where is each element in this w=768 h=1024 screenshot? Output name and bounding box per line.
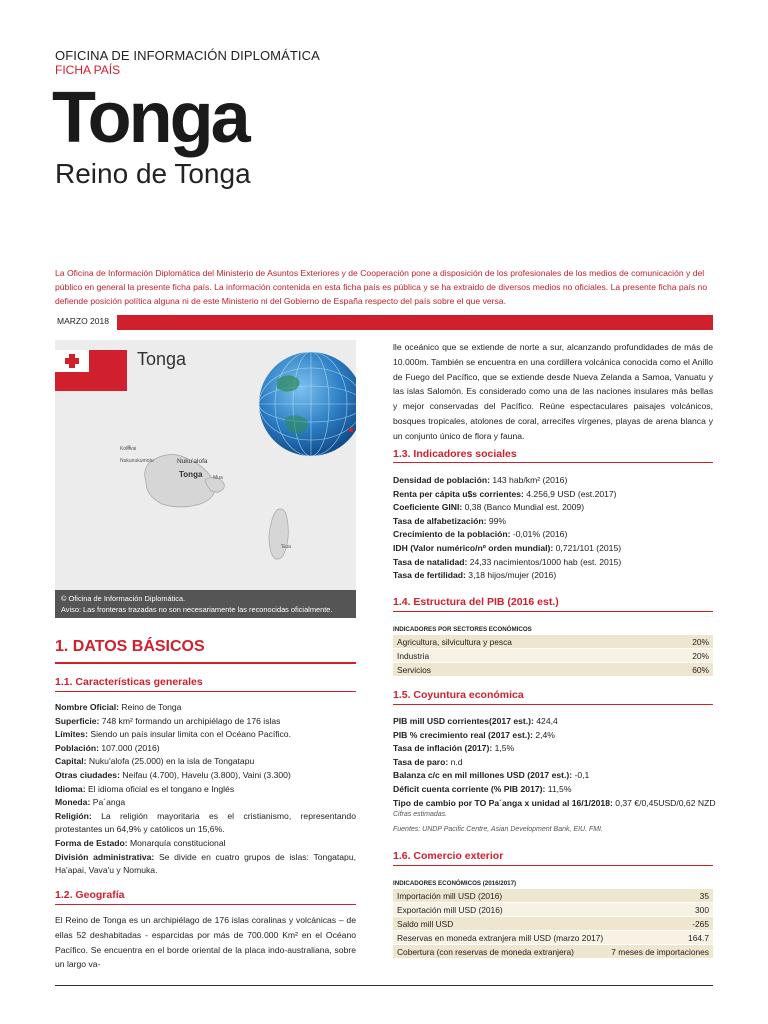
table-title-indicadores: INDICADORES ECONÓMICOS (2016/2017) (393, 880, 517, 887)
list-item: Población: 107.000 (2016) (55, 742, 160, 753)
list-item: Tasa de alfabetización: 99% (393, 515, 507, 526)
map-caption (55, 590, 356, 618)
map-caption-notice: Aviso: Las fronteras trazadas no son necesariamente las reconocidas oficialmente. (61, 605, 333, 614)
economic-situation-list (393, 715, 716, 810)
geography-text: El Reino de Tonga es un archipiélago de 176 islas coralinas y volcánicas – de ellas 52 deshabitadas - esparcidas por más de 700.000 Km² en el Océano Pacífico. Se encuentra en el borde oriental de la placa indo-australiana, sobre un largo va- (55, 915, 356, 970)
note-estimated: Cifras estimadas. (393, 811, 448, 818)
list-item: Límites: Siendo un país insular limita con el Océano Pacífico. (55, 729, 291, 740)
table-row: Servicios 60% (393, 663, 713, 677)
table-row: Industria 20% (393, 649, 713, 663)
section-rule (55, 662, 356, 664)
publication-date: MARZO 2018 (57, 316, 109, 326)
subsection-rule (393, 462, 713, 463)
subsection-coyuntura: 1.5. Coyuntura económica (393, 689, 524, 701)
date-bar (55, 315, 713, 330)
document-type: FICHA PAÍS (55, 63, 121, 77)
country-title: Tonga (52, 78, 248, 158)
list-item: Idioma: El idioma oficial es el tongano e Inglés (55, 783, 235, 794)
map-label-nukunuku: Nukunukumotu (120, 458, 154, 464)
trade-indicators-table (393, 889, 713, 959)
map-label-kolovai: Kolovai (120, 446, 137, 452)
list-item: Otras ciudades: Neifau (4.700), Havelu (3.800), Vaini (3.300) (55, 769, 291, 780)
subsection-rule (393, 865, 713, 866)
list-item: Tasa de natalidad: 24,33 nacimientos/1000 hab (est. 2015) (393, 556, 622, 567)
list-item: Religión: La religión mayoritaria es el cristianismo, representando protestantes un 64,9% y católicos un 15,6%. (55, 810, 356, 835)
list-item: Tasa de paro: n.d (393, 756, 463, 767)
subsection-geografia: 1.2. Geografía (55, 889, 125, 901)
table-title-sectores: INDICADORES POR SECTORES ECONÓMICOS (393, 626, 532, 633)
map-title: Tonga (137, 349, 187, 369)
list-item: Superficie: 748 km² formando un archipiélago de 176 islas (55, 715, 281, 726)
table-row: Exportación mill USD (2016) 300 (393, 903, 713, 917)
list-item: Capital: Nuku'alofa (25.000) en la isla de Tongatapu (55, 756, 255, 767)
list-item: Tasa de fertilidad: 3,18 hijos/mujer (2016) (393, 570, 557, 581)
subsection-comercio: 1.6. Comercio exterior (393, 850, 504, 862)
footer-rule (55, 985, 713, 986)
list-item: Tasa de inflación (2017): 1,5% (393, 743, 515, 754)
list-item: Moneda: Pa´anga (55, 797, 126, 808)
list-item: Déficit cuenta corriente (% PIB 2017): 11,5% (393, 783, 572, 794)
list-item: Tipo de cambio por TO Pa´anga x unidad al 16/1/2018: 0,37 €/0,45USD/0,62 NZD (393, 797, 716, 808)
map-label-capital: Nuku'alofa (177, 458, 208, 465)
list-item: PIB % crecimiento real (2017 est.): 2,4% (393, 729, 555, 740)
note-sources: Fuentes: UNDP Pacific Centre, Asian Development Bank, EIU. FMI. (393, 826, 603, 833)
list-item: IDH (Valor numérico/nº orden mundial): 0,721/101 (2015) (393, 542, 622, 553)
subsection-estructura-pib: 1.4. Estructura del PIB (2016 est.) (393, 596, 559, 608)
subsection-caracteristicas: 1.1. Características generales (55, 676, 203, 688)
map-label-tonga: Tonga (179, 470, 203, 479)
subsection-rule (55, 904, 356, 905)
social-indicators-list (393, 474, 713, 583)
table-row: Reservas en moneda extranjera mill USD (marzo 2017) 164.7 (393, 931, 713, 945)
table-row: Importación mill USD (2016) 35 (393, 889, 713, 903)
section-title-datos-basicos: 1. DATOS BÁSICOS (55, 638, 205, 655)
map-label-eua: 'Eua (281, 544, 291, 550)
list-item: PIB mill USD corrientes(2017 est.): 424,4 (393, 716, 558, 726)
list-item: Coeficiente GINI: 0,38 (Banco Mundial est. 2009) (393, 502, 585, 513)
list-item: Nombre Oficial: Reino de Tonga (55, 702, 182, 712)
table-row: Agricultura, silvicultura y pesca 20% (393, 635, 713, 649)
list-item: Balanza c/c en mil millones USD (2017 est.): -0,1 (393, 770, 590, 781)
pib-sectors-table (393, 635, 713, 677)
table-row: Cobertura (con reservas de moneda extranjera) 7 meses de importaciones (393, 945, 713, 959)
subsection-rule (55, 691, 356, 692)
list-item: Forma de Estado: Monarquía constitucional (55, 837, 226, 848)
office-name: OFICINA DE INFORMACIÓN DIPLOMÁTICA (55, 48, 320, 63)
list-item: División administrativa: Se divide en cuatro grupos de islas: Tongatapu, Ha'apai, Vava'u y Nomuka. (55, 851, 356, 876)
geography-text-continued: lle oceánico que se extiende de norte a sur, alcanzando profundidades de más de 10.000m. También se encuentra en una cordillera volcánica conocida como el Anillo de Fuego del Pacífico, que se extiende desde Nueva Zelanda a Samoa, Vanuatu y las islas Salomón. Es considerado como una de las naciones insulares más bellas y mejor conservadas del Pacífico. Reúne espectaculares paisajes volcánicos, bosques tropicales, atolones de coral, arrecifes vírgenes, playas de arena blanca y un conjunto único de flora y fauna. (393, 342, 713, 441)
subsection-rule (393, 611, 713, 612)
map-caption-copyright: © Oficina de Información Diplomática. (61, 594, 186, 603)
map-label-mua: Mua (213, 475, 223, 481)
official-name: Reino de Tonga (55, 158, 251, 189)
list-item: Renta per cápita u$s corrientes: 4.256,9 USD (est.2017) (393, 488, 617, 499)
table-row: Saldo mill USD -265 (393, 917, 713, 931)
subsection-indicadores-sociales: 1.3. Indicadores sociales (393, 448, 517, 460)
disclaimer-text: La Oficina de Información Diplomática del Ministerio de Asuntos Exteriores y de Cooperación pone a disposición de los profesionales de los medios de comunicación y del público en general la presente ficha país. La información contenida en esta ficha país es pública y se ha extraido de diversos medios no oficiales. La presente ficha país no defiende posición política alguna ni de este Ministerio ni del Gobierno de España respecto del país sobre el que versa. (55, 268, 708, 306)
list-item: Densidad de población: 143 hab/km² (2016) (393, 475, 568, 485)
subsection-rule (393, 704, 713, 705)
list-item: Crecimiento de la población: -0,01% (2016) (393, 529, 568, 540)
general-characteristics-list (55, 701, 356, 878)
flag-icon (55, 350, 127, 391)
